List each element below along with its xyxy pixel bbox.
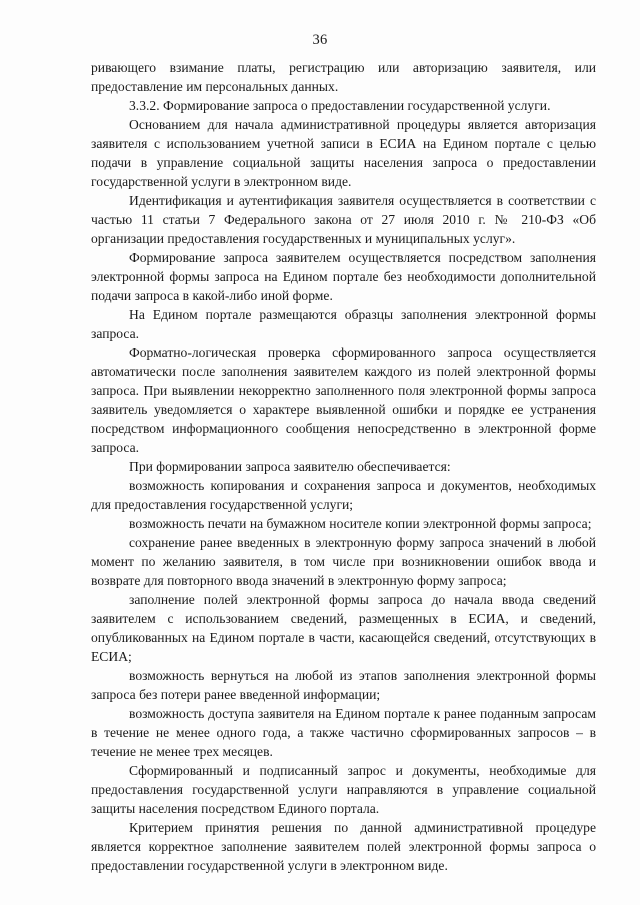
- paragraph: Основанием для начала административной процедуры является авторизация заявителя с использованием учетной записи в ЕСИА на Едином портале с целью подачи в управление социальной защиты населения запроса о предоставлении государственной услуги в электронном виде.: [91, 117, 596, 189]
- paragraph-continuation: ривающего взимание платы, регистрацию или авторизацию заявителя, или предоставление им персональных данных.: [91, 60, 596, 94]
- list-item: возможность копирования и сохранения запроса и документов, необходимых для предоставления государственной услуги;: [91, 478, 596, 512]
- section-heading: 3.3.2. Формирование запроса о предоставлении государственной услуги.: [129, 98, 551, 113]
- paragraph: Форматно-логическая проверка сформированного запроса осуществляется автоматически после заполнения заявителем каждого из полей электронной формы запроса. При выявлении некорректно заполненного поля электронной формы запроса заявитель уведомляется о характере выявленной ошибки и порядке ее устранения посредством информационного сообщения непосредственно в электронной форме запроса.: [91, 345, 596, 455]
- paragraph: На Едином портале размещаются образцы заполнения электронной формы запроса.: [91, 307, 596, 341]
- paragraph: При формировании запроса заявителю обеспечивается:: [129, 459, 451, 474]
- paragraph: Формирование запроса заявителем осуществляется посредством заполнения электронной формы запроса на Едином портале без необходимости дополнительной подачи запроса в какой-либо иной форме.: [91, 250, 596, 303]
- list-item: возможность печати на бумажном носителе копии электронной формы запроса;: [129, 516, 592, 531]
- list-item: возможность доступа заявителя на Едином портале к ранее поданным запросам в течение не менее одного года, а также частично сформированных запросов – в течение не менее трех месяцев.: [91, 706, 596, 759]
- list-item: заполнение полей электронной формы запроса до начала ввода сведений заявителем с использованием сведений, размещенных в ЕСИА, и сведений, опубликованных на Едином портале в части, касающейся сведений, отсутствующих в ЕСИА;: [91, 592, 596, 664]
- list-item: сохранение ранее введенных в электронную форму запроса значений в любой момент по желанию заявителя, в том числе при возникновении ошибок ввода и возврате для повторного ввода значений в электронную форму запроса;: [91, 535, 596, 588]
- list-item: возможность вернуться на любой из этапов заполнения электронной формы запроса без потери ранее введенной информации;: [91, 668, 596, 702]
- page-number: 36: [312, 32, 328, 48]
- paragraph: Идентификация и аутентификация заявителя осуществляется в соответствии с частью 11 статьи 7 Федерального закона от 27 июля 2010 г. № 210-ФЗ «Об организации предоставления государственных и муниципальных услуг».: [91, 193, 596, 246]
- paragraph: Критерием принятия решения по данной административной процедуре является корректное заполнение заявителем полей электронной формы запроса о предоставлении государственной услуги в электронном виде.: [91, 820, 596, 873]
- document-body: [91, 58, 596, 875]
- paragraph: Сформированный и подписанный запрос и документы, необходимые для предоставления государственной услуги направляются в управление социальной защиты населения посредством Единого портала.: [91, 763, 596, 816]
